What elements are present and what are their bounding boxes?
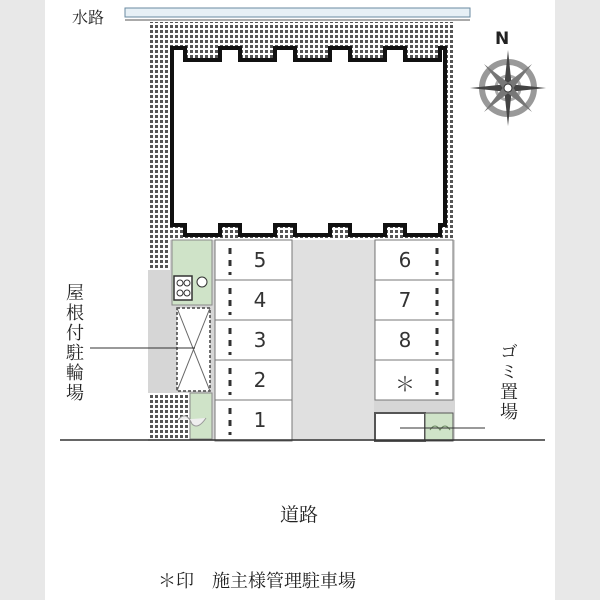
waterway-label: 水路 [72,8,105,27]
driveway [292,240,374,441]
parking-space-7: 7 [398,288,412,312]
parking-space-owner: ＊ [395,372,415,396]
parking-space-5: 5 [253,248,267,272]
garbage-area [375,413,453,441]
bike-parking-label: 屋根付駐輪場 [63,283,84,403]
parking-space-1: 1 [253,408,267,432]
parking-space-4: 4 [253,288,267,312]
parking-space-8: 8 [398,328,412,352]
parking-space-6: 6 [398,248,412,272]
waterway-strip [125,8,470,20]
parking-space-2: 2 [253,368,267,392]
building-footprint [172,48,445,235]
legend-note: ＊印 施主様管理駐車場 [158,571,356,592]
north-label: N [495,29,510,49]
road-label: 道路 [280,504,319,526]
garbage-label: ゴミ置場 [497,342,518,422]
parking-space-3: 3 [253,328,267,352]
compass-rose-icon [470,50,546,126]
